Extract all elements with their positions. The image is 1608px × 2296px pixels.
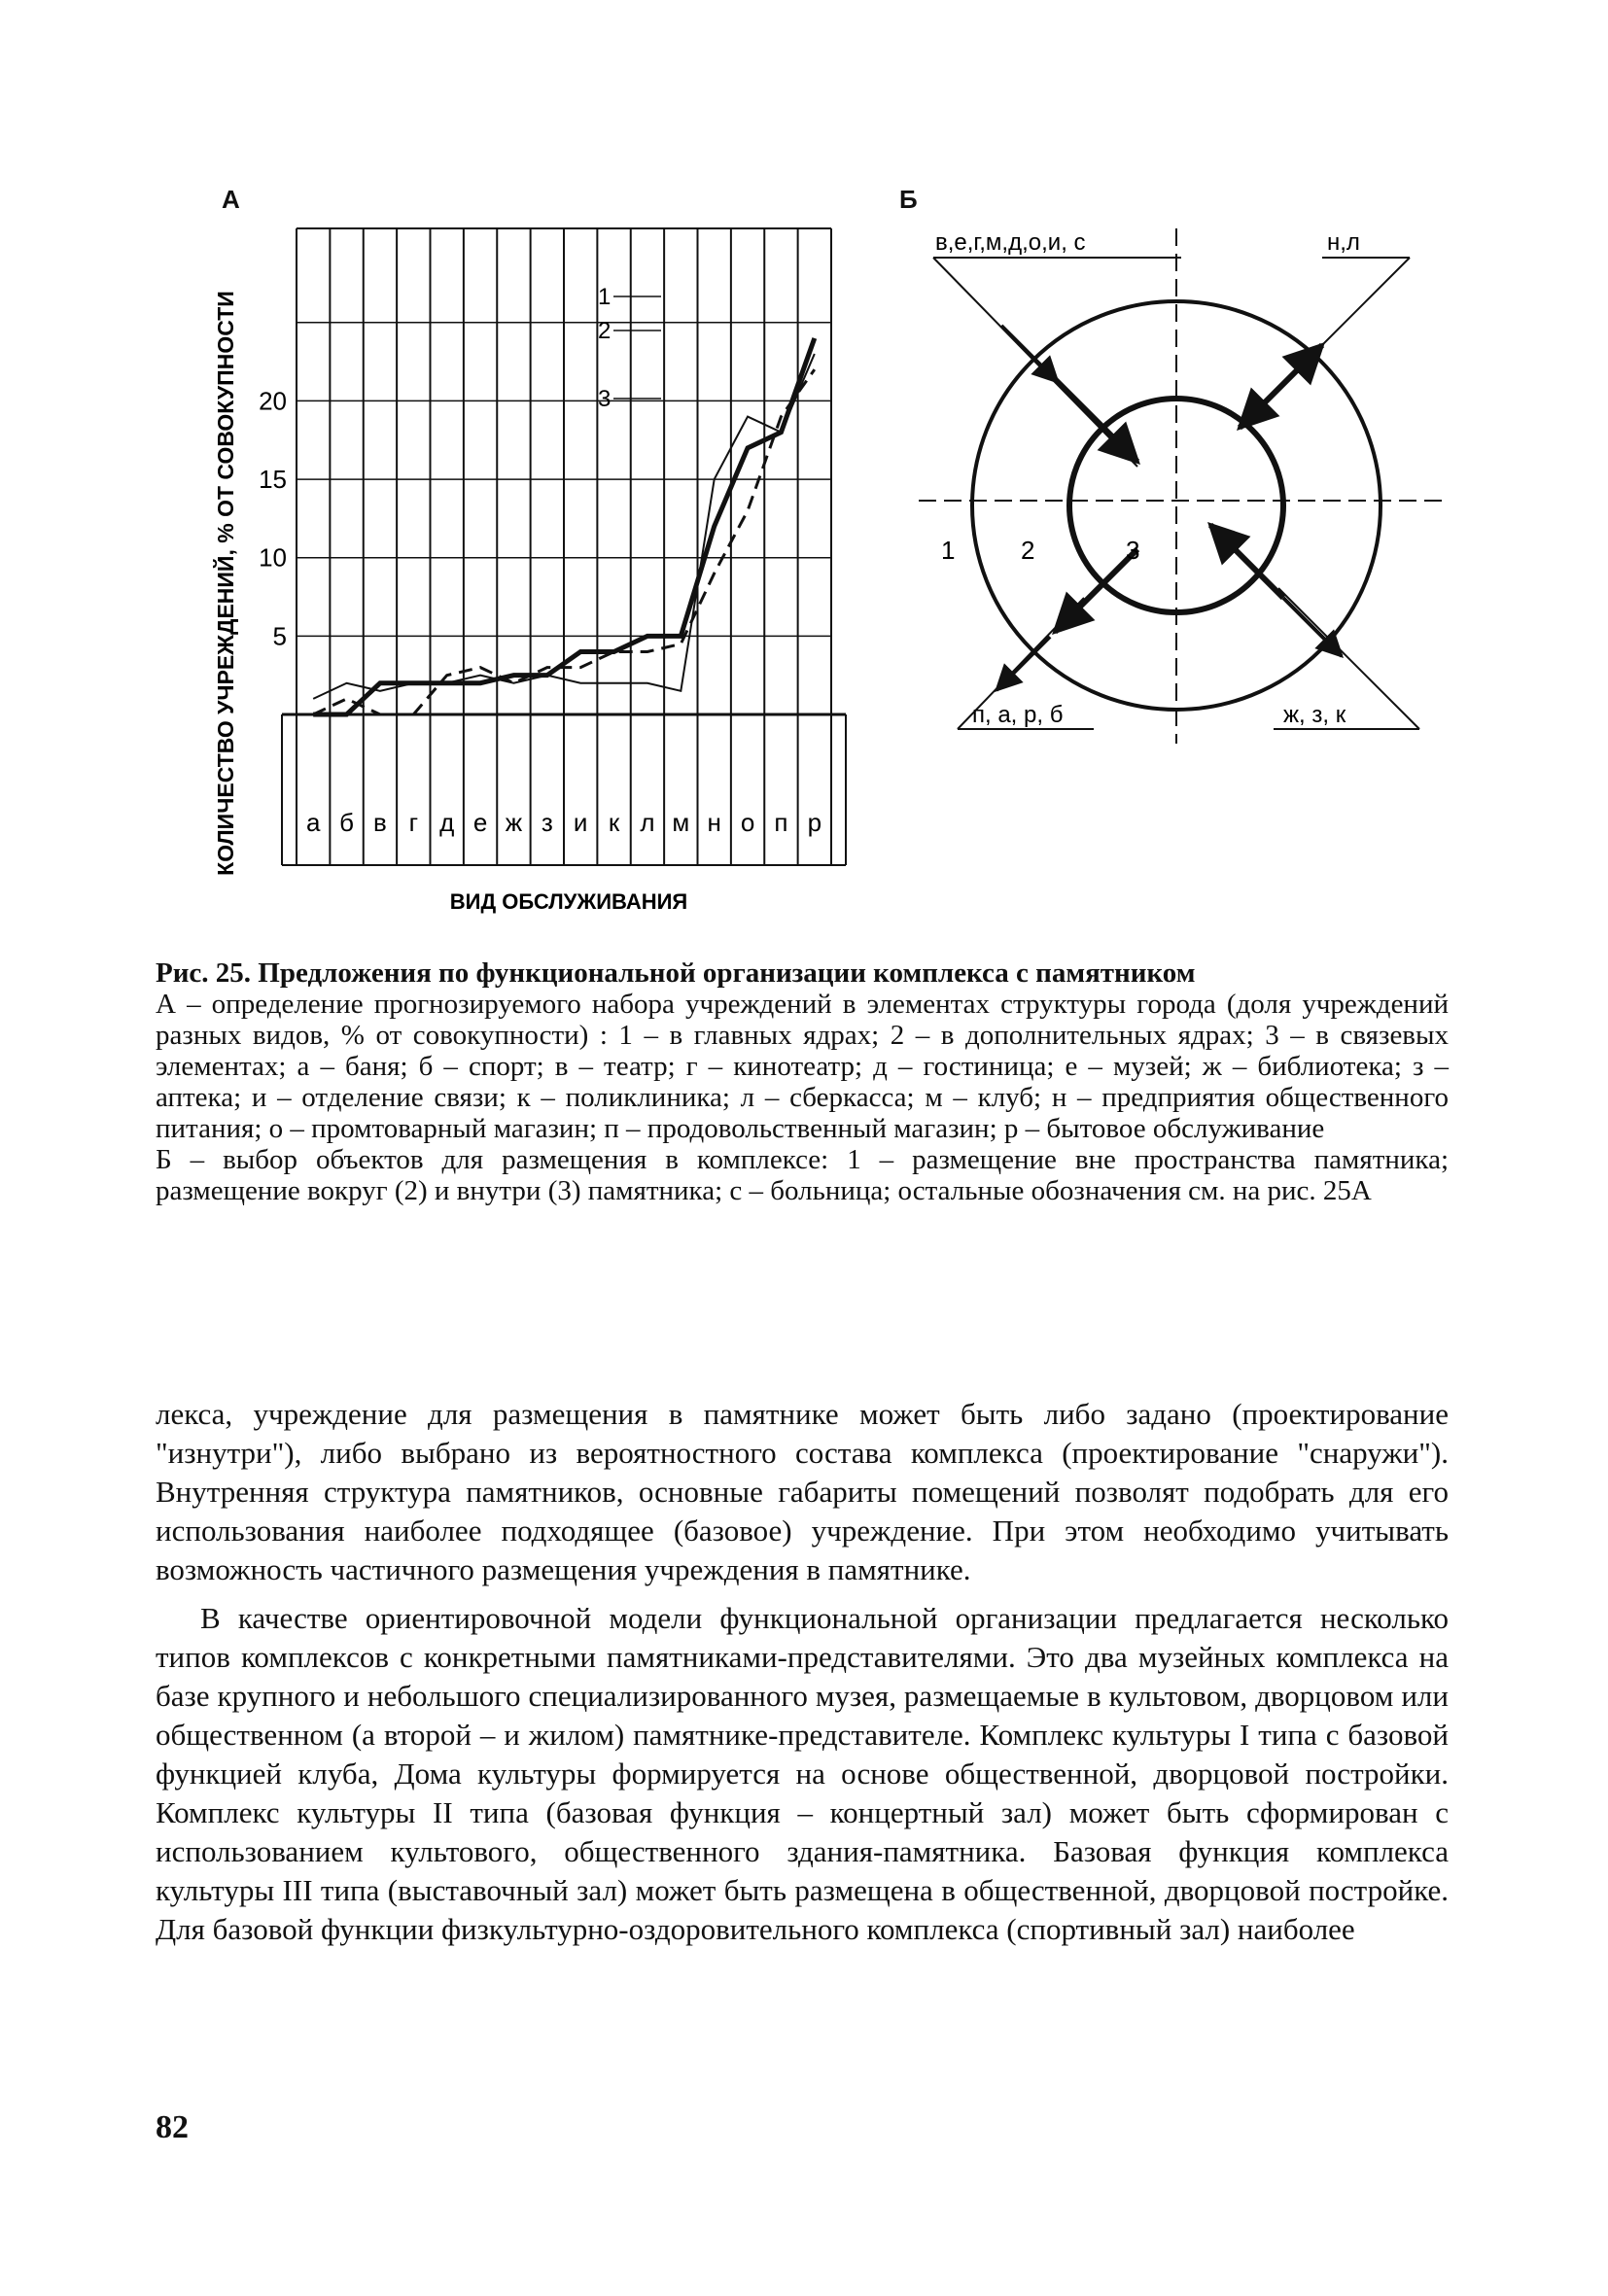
label-top-left: в,е,г,м,д,о,и, с [935, 229, 1086, 256]
panel-b-label: Б [899, 185, 918, 214]
series-label-3: 3 [598, 386, 612, 412]
x-category-label: б [339, 808, 355, 837]
label-bottom-right: ж, з, к [1283, 702, 1346, 728]
x-category-label: в [373, 808, 387, 837]
zone-2-label: 2 [1021, 536, 1035, 565]
x-category-label: г [408, 808, 419, 837]
x-category-label: л [640, 808, 655, 837]
chart-xlabel: ВИД ОБСЛУЖИВАНИЯ [449, 889, 688, 914]
x-category-label: п [774, 808, 788, 837]
caption-title: Рис. 25. Предложения по функциональной организации комплекса с памятником [156, 957, 1196, 989]
body-text [156, 1395, 1449, 1949]
chart-ylabel: КОЛИЧЕСТВО УЧРЕЖДЕНИЙ, % ОТ СОВОКУПНОСТИ [213, 291, 238, 876]
diagram-b [914, 214, 1458, 758]
arrow-top-left [1050, 374, 1137, 462]
x-category-label: е [472, 808, 488, 837]
x-category-label: д [439, 808, 455, 837]
y-tick-label: 15 [259, 465, 287, 495]
chart-y-ticks [259, 386, 287, 650]
x-category-label: з [541, 808, 553, 837]
x-category-label: и [573, 808, 588, 837]
body-paragraph-1: лекса, учреждение для размещения в памятнике может быть либо задано (проектирование "изнутри"), либо выбрано из вероятностного состава комплекса (проектирование "снаружи"). Внутренняя структура памятников, основные габариты помещений позволят подобрать для его использования наиболее подходящее (базовое) учреждение. При этом необходимо учитывать возможность частичного размещения учреждения в памятнике. [156, 1397, 1449, 1586]
y-tick-label: 20 [259, 386, 287, 416]
x-category-label: а [305, 808, 321, 837]
body-paragraph-2: В качестве ориентировочной модели функциональной организации предлагается несколько типов комплексов с конкретными памятниками-представителями. Это два музейных комплекса на базе крупного и небольшого специализированного музея, размещаемые в культовом, дворцовом или общественном (а второй – и жилом) памятнике-представителе. Комплекс культуры I типа с базовой функцией клуба, Дома культуры формируется на основе общественной, дворцовой постройки. Комплекс культуры II типа (базовая функция – концертный зал) может быть сформирован с использованием культового, общественного здания-памятника. Базовая функция комплекса культуры III типа (выставочный зал) может быть размещена в общественной, дворцовой постройке. Для базовой функции физкультурно-оздоровительного комплекса (спортивный зал) наиболее [156, 1601, 1449, 1946]
series-label-1: 1 [598, 284, 612, 310]
y-tick-label: 5 [272, 621, 287, 651]
chart-a [194, 209, 856, 923]
x-category-label: к [608, 808, 620, 837]
zone-1-label: 1 [941, 536, 956, 565]
chart-line-labels [598, 284, 661, 412]
caption-part-a: А – определение прогнозируемого набора учреждений в элементах структуры города (доля учреждений разных видов, % от совокупности) : 1 – в главных ядрах; 2 – в дополнительных ядрах; 3 – в связевых элементах; а – баня; б – спорт; в – театр; г – кинотеатр; д – гостиница; е – музей; ж – библиотека; з – аптека; и – отделение связи; к – поликлиника; л – сберкасса; м – клуб; н – предприятия общественного питания; о – промтоварный магазин; п – продовольственный магазин; р – бытовое обслуживание [156, 989, 1449, 1144]
arrow-top-right [1240, 345, 1322, 428]
label-top-right: н,л [1327, 229, 1360, 256]
x-category-label: о [740, 808, 755, 837]
panel-a-label: А [222, 185, 240, 214]
x-category-label: ж [505, 808, 523, 837]
arrow-top-left-outer [1001, 326, 1058, 382]
label-bottom-left: п, а, р, б [972, 702, 1064, 728]
x-category-label: м [672, 808, 690, 837]
page-number: 82 [156, 2109, 189, 2145]
x-category-label: р [807, 808, 822, 837]
zone-3-label: 3 [1126, 536, 1140, 565]
x-category-label: н [707, 808, 721, 837]
series-label-2: 2 [598, 318, 612, 344]
caption-part-b: Б – выбор объектов для размещения в комплексе: 1 – размещение вне пространства памятника; размещение вокруг (2) и внутри (3) памятника; с – больница; остальные обозначения см. на рис. 25А [156, 1144, 1449, 1206]
chart-grid [282, 228, 846, 865]
figure-caption [156, 957, 1449, 1206]
y-tick-label: 10 [259, 542, 287, 573]
arrow-bottom-right-outer [1283, 598, 1342, 656]
arrow-bottom-left-outer [996, 637, 1050, 690]
